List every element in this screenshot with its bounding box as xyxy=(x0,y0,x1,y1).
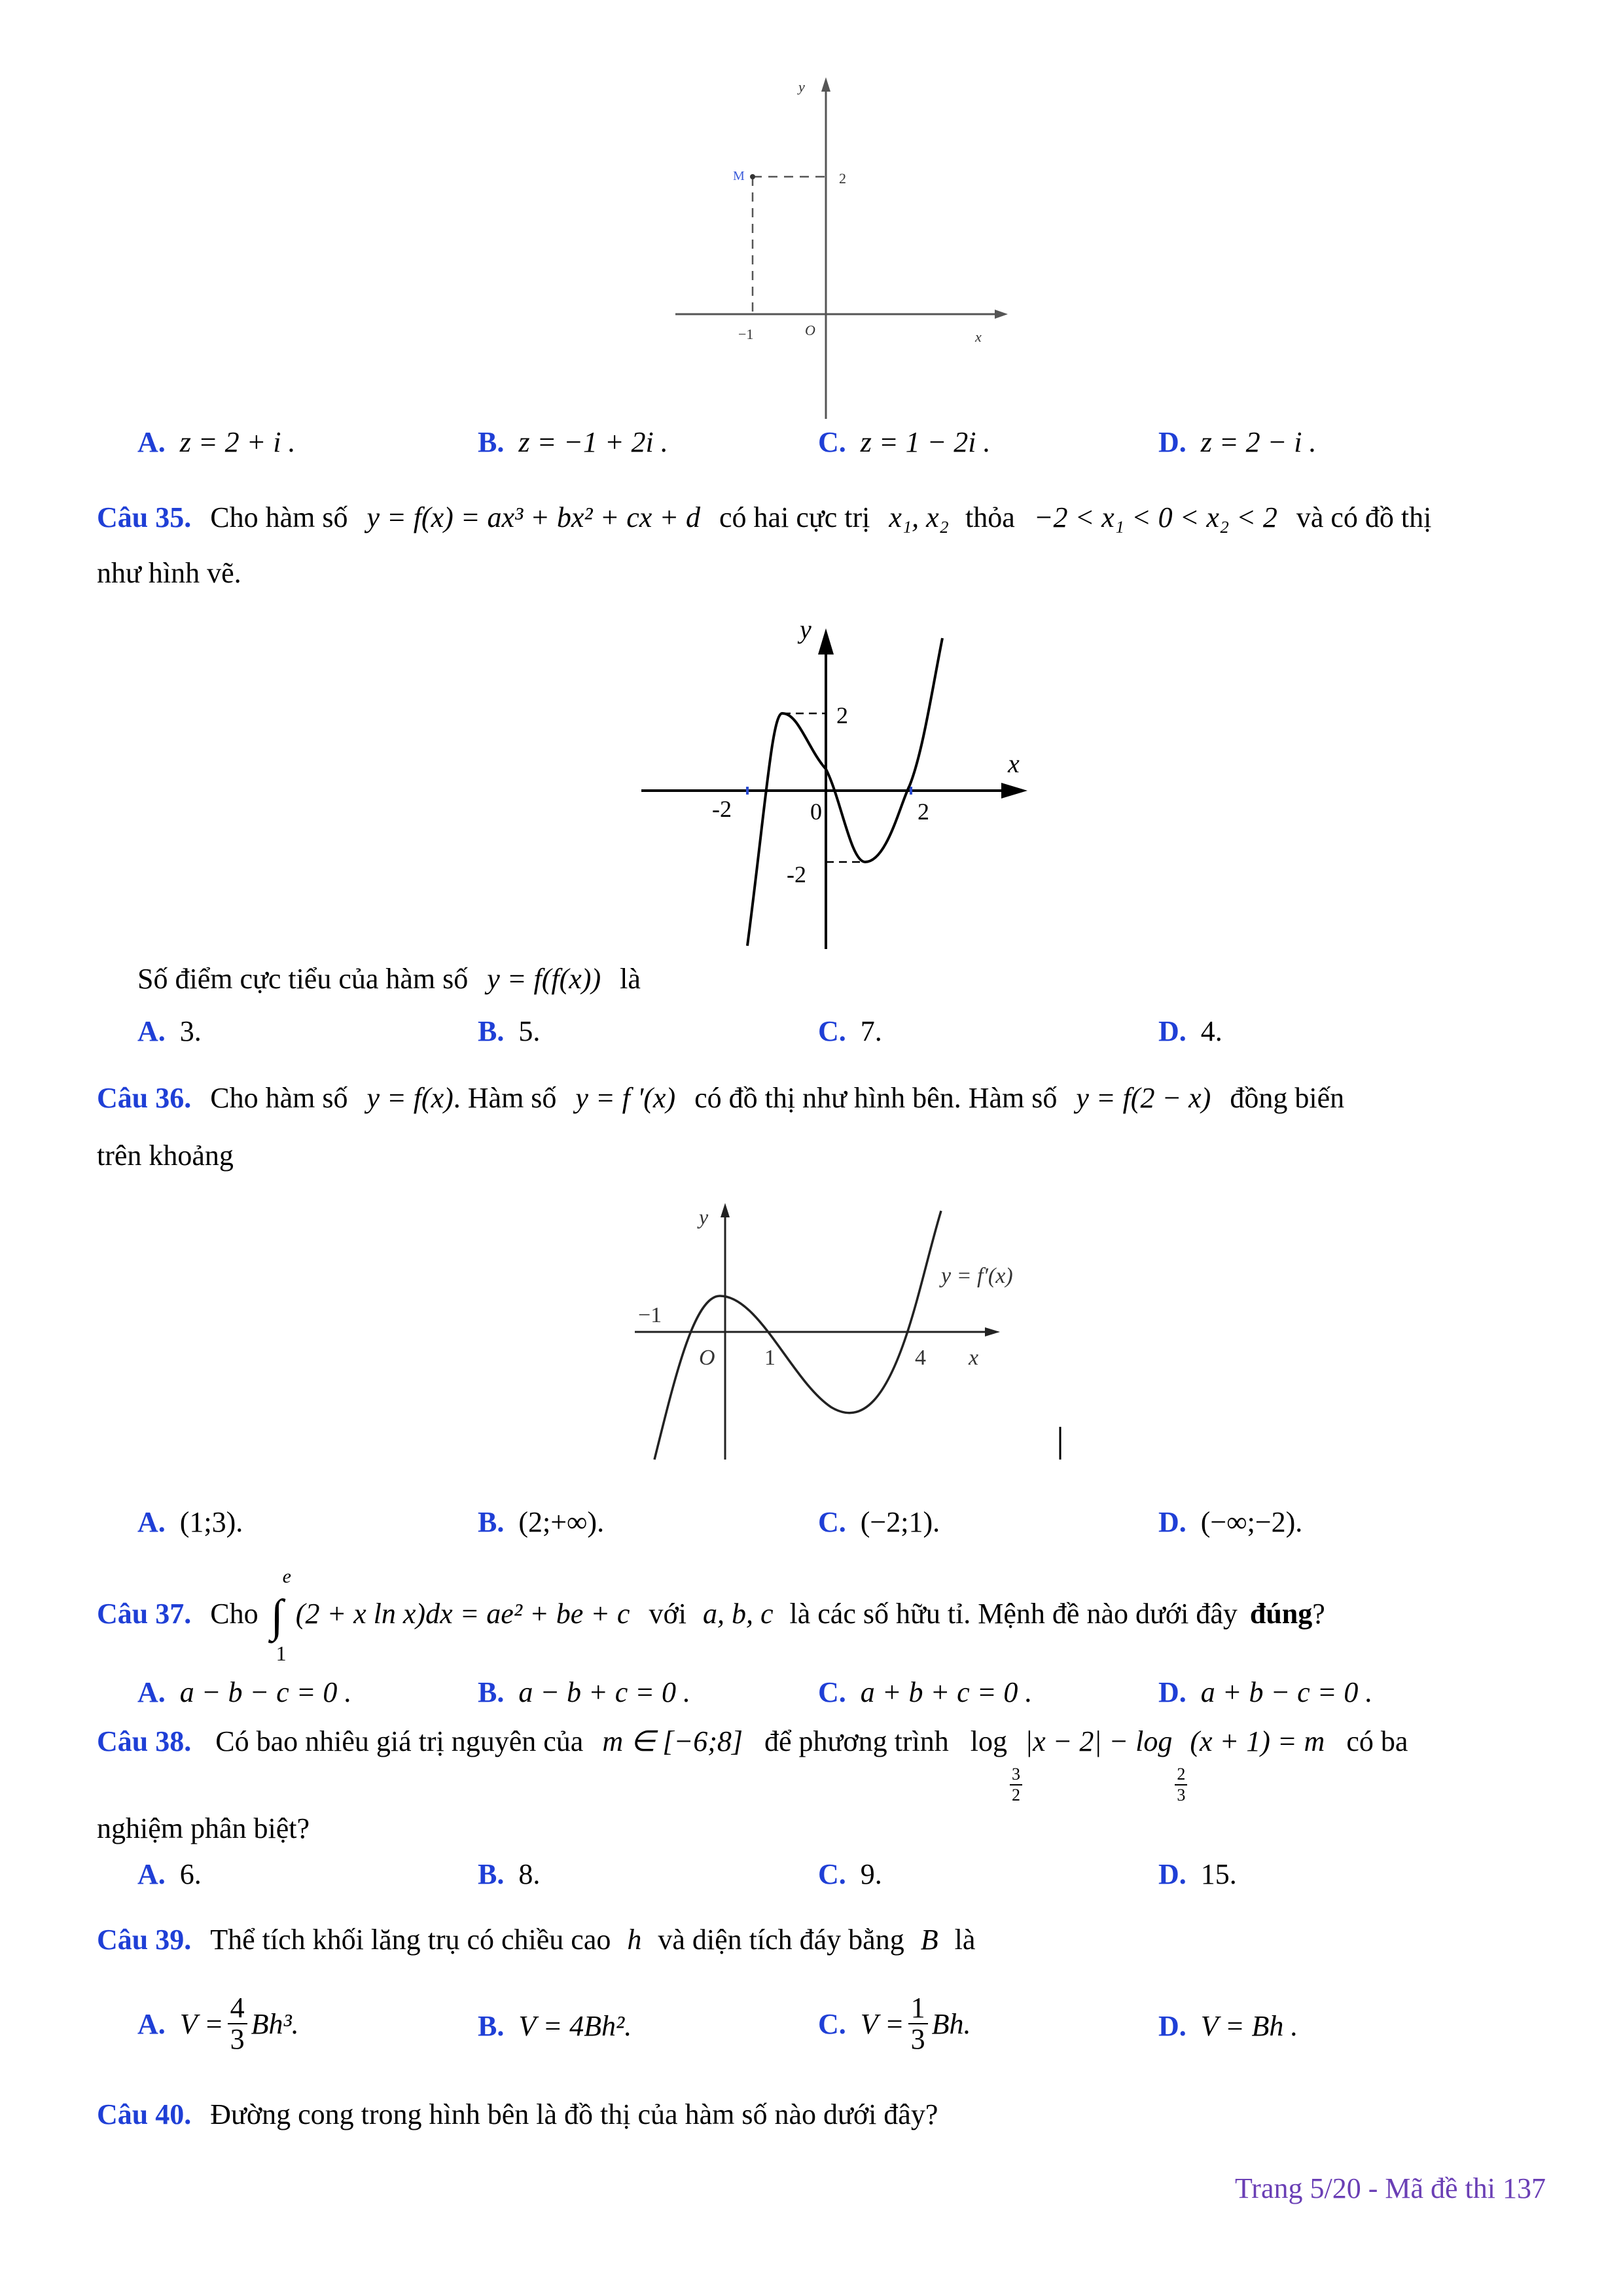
q39-option-b[interactable]: B. V = 4Bh². xyxy=(478,2010,632,2042)
fraction-4-3: $\frac{4}{3}$ xyxy=(228,1993,247,2054)
graph1-y-label: y xyxy=(798,79,805,95)
q39-option-a[interactable]: A. V = $\frac{4}{3}$ Bh³. xyxy=(137,1992,299,2056)
graph3-origin: O xyxy=(699,1346,715,1370)
q34-option-b[interactable]: B. z = −1 + 2i . xyxy=(478,426,668,458)
q39-option-c[interactable]: C. V = $\frac{1}{3}$ Bh. xyxy=(818,1992,971,2056)
q38-option-b[interactable]: B. 8. xyxy=(478,1858,541,1890)
graph2-tick-zero: 0 xyxy=(810,798,822,825)
q38-stem: Câu 38. Có bao nhiêu giá trị nguyên của m ∈ [−6;8] để phương trình log $\frac{3}{2}$ |x − 2| − log $\frac{2}{3}$ (x + 1) = m có ba xyxy=(97,1725,1408,1804)
graph3-curve-label: y = f′(x) xyxy=(941,1264,1013,1288)
q40-stem: Câu 40. Đường cong trong hình bên là đồ thị của hàm số nào dưới đây? xyxy=(97,2098,938,2130)
graph2-tick-yneg2: -2 xyxy=(787,861,806,888)
q36-stem: Câu 36. Cho hàm số y = f(x). Hàm số y = f '(x) có đồ thị như hình bên. Hàm số y = f(2 − x) đồng biến xyxy=(97,1082,1345,1114)
q35-option-a[interactable]: A. 3. xyxy=(137,1015,202,1047)
q39-option-d[interactable]: D. V = Bh . xyxy=(1158,2010,1298,2042)
graph-derivative xyxy=(628,1198,1099,1473)
log-base-1: $\frac{3}{2}$ xyxy=(1010,1765,1022,1805)
q35-option-b[interactable]: B. 5. xyxy=(478,1015,541,1047)
q36-stem-line2: trên khoảng xyxy=(97,1139,234,1172)
q35-formula: y = f(x) = ax³ + bx² + cx + d xyxy=(366,501,701,533)
q34-option-d[interactable]: D. z = 2 − i . xyxy=(1158,426,1317,458)
q35-stem: Câu 35. Cho hàm số y = f(x) = ax³ + bx² + cx + d có hai cực trị x₁, x₂ thỏa −2 < x₁ < 0 < x₂ < 2 và có đồ thị xyxy=(97,501,1432,533)
q36-option-d[interactable]: D. (−∞;−2). xyxy=(1158,1506,1303,1538)
graph1-x-label: x xyxy=(975,329,982,345)
q38-stem-line2: nghiệm phân biệt? xyxy=(97,1812,310,1844)
q35-stem-line2: như hình vẽ. xyxy=(97,557,241,589)
graph2-x-label: x xyxy=(1008,749,1020,778)
q34-option-a[interactable]: A. z = 2 + i . xyxy=(137,426,296,458)
q35-option-c[interactable]: C. 7. xyxy=(818,1015,882,1047)
q37-stem: Câu 37. Cho ∫ e 1 (2 + x ln x)dx = ae² + be + c với a, b, c là các số hữu tỉ. Mệnh đề nào dưới đây đúng? xyxy=(97,1566,1325,1665)
integral-sign: ∫ e 1 xyxy=(270,1566,291,1665)
graph3-tick-1: 1 xyxy=(764,1346,776,1370)
graph2-y-label: y xyxy=(800,615,812,644)
graph-point-m xyxy=(668,72,1008,425)
graph1-tick-2: 2 xyxy=(839,170,846,187)
q37-option-b[interactable]: B. a − b + c = 0 . xyxy=(478,1676,690,1708)
page-footer: Trang 5/20 - Mã đề thi 137 xyxy=(1234,2172,1546,2204)
graph3-x-label: x xyxy=(969,1346,979,1370)
q36-option-a[interactable]: A. (1;3). xyxy=(137,1506,243,1538)
q39-stem: Câu 39. Thể tích khối lăng trụ có chiều cao h và diện tích đáy bằng B là xyxy=(97,1924,976,1956)
fraction-1-3: $\frac{1}{3}$ xyxy=(908,1993,928,2054)
q35-label: Câu 35. xyxy=(97,501,192,533)
q36-option-c[interactable]: C. (−2;1). xyxy=(818,1506,940,1538)
q36-option-b[interactable]: B. (2;+∞). xyxy=(478,1506,605,1538)
q37-option-a[interactable]: A. a − b − c = 0 . xyxy=(137,1676,352,1708)
graph3-y-label: y xyxy=(699,1205,709,1229)
graph1-tick-neg1: −1 xyxy=(738,326,754,342)
q34-option-c[interactable]: C. z = 1 − 2i . xyxy=(818,426,991,458)
graph3-tick-4: 4 xyxy=(915,1346,926,1370)
graph1-m-label: M xyxy=(733,169,745,183)
graph2-tick-xneg2: -2 xyxy=(712,796,732,822)
graph2-tick-x2: 2 xyxy=(918,798,929,825)
q38-option-d[interactable]: D. 15. xyxy=(1158,1858,1237,1890)
q37-option-c[interactable]: C. a + b + c = 0 . xyxy=(818,1676,1033,1708)
graph1-origin-label: O xyxy=(805,322,815,338)
graph2-tick-y2: 2 xyxy=(836,702,848,728)
q35-condition: −2 < x₁ < 0 < x₂ < 2 xyxy=(1033,501,1277,533)
q35-question: Số điểm cực tiểu của hàm số y = f(f(x)) là xyxy=(137,963,641,995)
graph-cubic xyxy=(635,609,1041,956)
q38-option-c[interactable]: C. 9. xyxy=(818,1858,882,1890)
log-base-2: $\frac{2}{3}$ xyxy=(1175,1765,1187,1805)
graph3-tick-neg1: −1 xyxy=(638,1303,662,1327)
q35-option-d[interactable]: D. 4. xyxy=(1158,1015,1222,1047)
q37-option-d[interactable]: D. a + b − c = 0 . xyxy=(1158,1676,1373,1708)
q38-option-a[interactable]: A. 6. xyxy=(137,1858,202,1890)
